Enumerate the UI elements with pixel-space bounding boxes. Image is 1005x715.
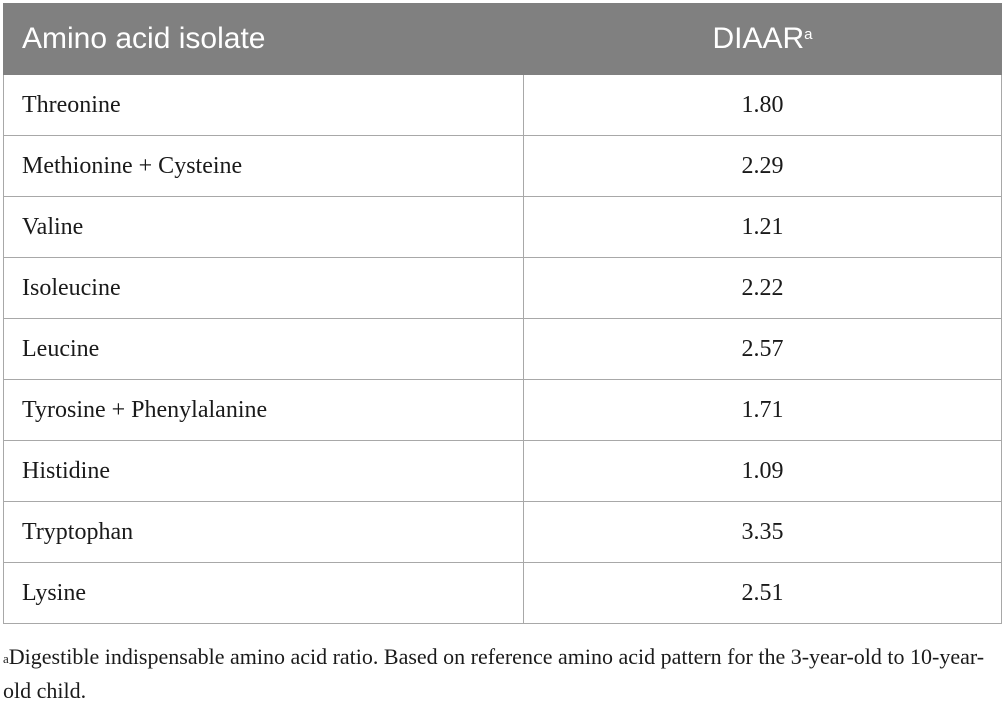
row-value: 1.09 (524, 441, 1002, 502)
table-row (4, 502, 1002, 563)
table-row (4, 380, 1002, 441)
row-value: 2.51 (524, 563, 1002, 624)
header-col1-label: Amino acid isolate (22, 22, 266, 55)
row-name: Tryptophan (4, 502, 524, 563)
row-value: 1.21 (524, 197, 1002, 258)
header-amino-acid-isolate (4, 4, 524, 75)
row-value: 3.35 (524, 502, 1002, 563)
row-value: 2.57 (524, 319, 1002, 380)
row-value: 2.22 (524, 258, 1002, 319)
footnote-text: Digestible indispensable amino acid ratio. Based on reference amino acid pattern for the 3-year-old to 10-year-old child. (3, 644, 985, 703)
diaar-table (3, 3, 1002, 624)
row-value: 1.71 (524, 380, 1002, 441)
diaar-table-container (3, 3, 1001, 624)
table-row (4, 75, 1002, 136)
row-name: Isoleucine (4, 258, 524, 319)
row-name: Valine (4, 197, 524, 258)
footnote-marker: a (3, 651, 9, 666)
table-row (4, 136, 1002, 197)
row-name: Histidine (4, 441, 524, 502)
row-name: Methionine + Cysteine (4, 136, 524, 197)
table-row (4, 319, 1002, 380)
row-name: Tyrosine + Phenylalanine (4, 380, 524, 441)
row-name: Threonine (4, 75, 524, 136)
header-col2-footnote-marker: a (804, 26, 813, 43)
header-col2-label: DIAAR (712, 22, 805, 55)
header-diaar (524, 4, 1002, 75)
table-header (4, 4, 1002, 75)
header-row (4, 4, 1002, 75)
table-footnote (3, 640, 993, 708)
row-value: 1.80 (524, 75, 1002, 136)
table-row (4, 563, 1002, 624)
row-name: Lysine (4, 563, 524, 624)
table-body (4, 75, 1002, 624)
row-name: Leucine (4, 319, 524, 380)
row-value: 2.29 (524, 136, 1002, 197)
table-row (4, 197, 1002, 258)
table-row (4, 441, 1002, 502)
table-row (4, 258, 1002, 319)
